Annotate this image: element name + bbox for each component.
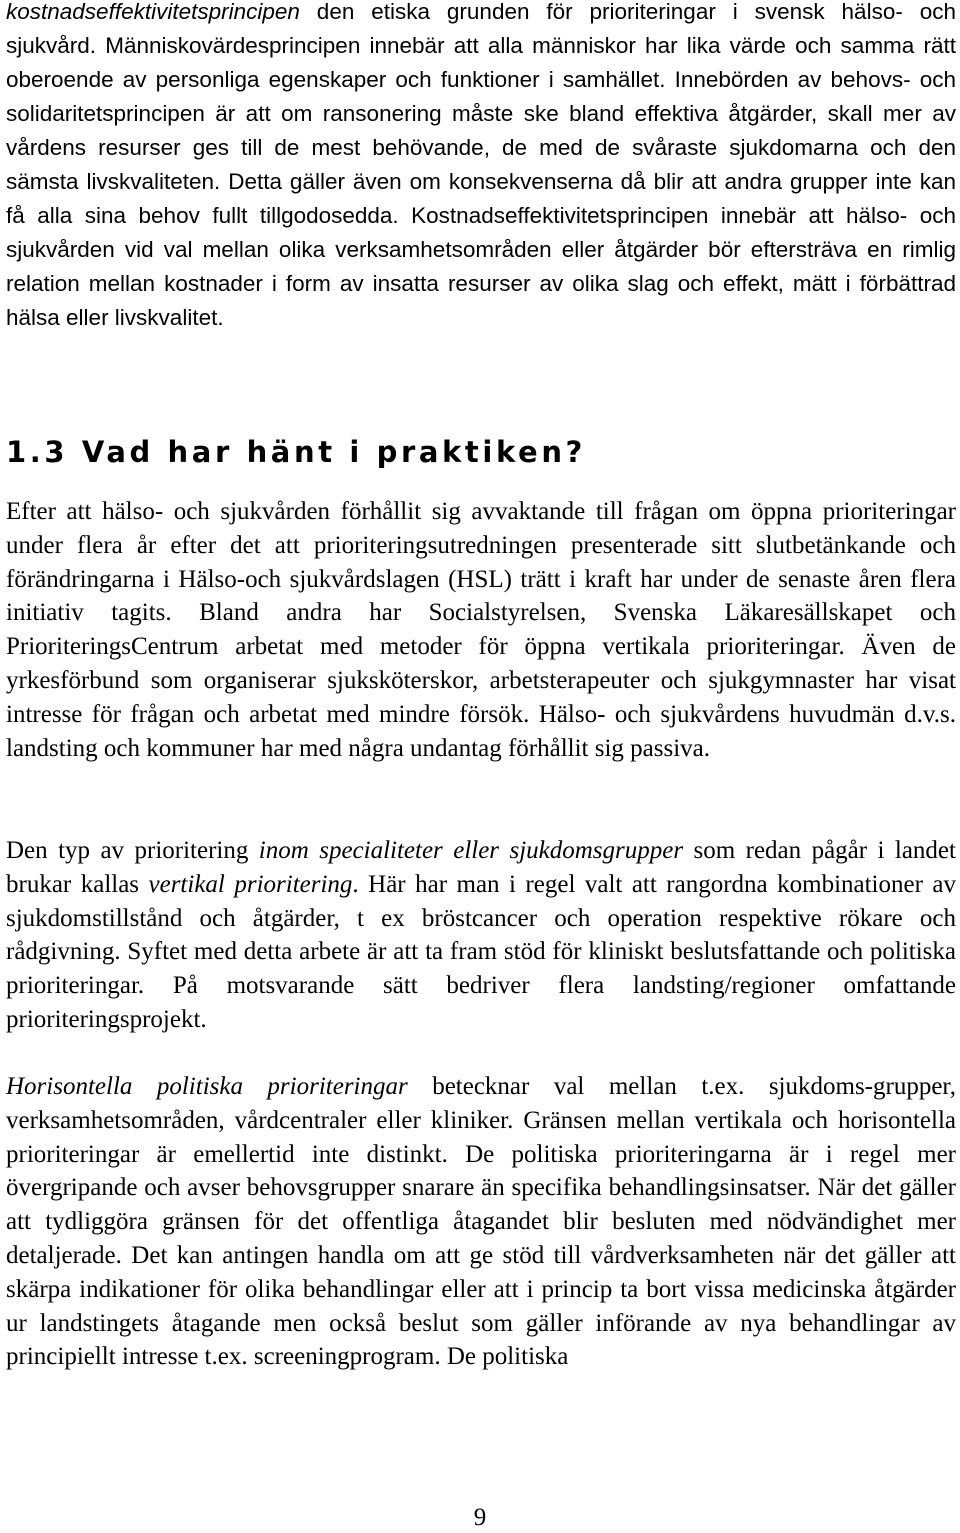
italic-term: Horisontella politiska prioriteringar <box>6 1073 408 1100</box>
body-paragraph-vertical <box>6 834 956 1037</box>
paragraph-text: Den typ av prioritering <box>6 837 259 864</box>
paragraph-text: . Här har man i regel valt att rangordna kombinationer av sjukdomstillstånd och åtgärder, t ex bröstcancer och operation respektive rökare och rådgivning. Syftet med detta arbete är att ta fram stöd för kliniskt beslutsfattande och politiska prioriteringar. På motsvarande sätt bedriver flera landsting/regioner omfattande prioriteringsprojekt. <box>6 870 956 1033</box>
body-paragraph-practice: Efter att hälso- och sjukvården förhållit sig avvaktande till frågan om öppna prioriteringar under flera år efter det att prioriteringsutredningen presenterade sitt slutbetänkande och förändringarna i Hälso-och sjukvårdslagen (HSL) trätt i kraft har under de senaste åren flera initiativ tagits. Bland andra har Socialstyrelsen, Svenska Läkaresällskapet och PrioriteringsCentrum arbetat med metoder för öppna vertikala prioriteringar. Även de yrkesförbund som organiserar sjuksköterskor, arbetsterapeuter och sjukgymnaster har visat intresse för frågan och arbetat med mindre försök. Hälso- och sjukvårdens huvudmän d.v.s. landsting och kommuner har med några undantag förhållit sig passiva. <box>6 498 956 762</box>
italic-term: inom specialiteter eller sjukdomsgrupper <box>258 837 684 864</box>
page-number: 9 <box>473 1504 487 1531</box>
body-paragraph-horizontal <box>6 1070 956 1374</box>
section-heading: 1.3 Vad har hänt i praktiken? <box>6 435 586 469</box>
paragraph-text: den etiska grunden för prioriteringar i svensk hälso- och sjukvård. Människovärdesprincipen innebär att alla människor har lika värde och samma rätt oberoende av personliga egenskaper och funktioner i samhället. Innebörden av behovs- och solidaritetsprincipen är att om ransonering måste ske bland effektiva åtgärder, skall mer av vårdens resurser ges till de mest behövande, de med de svåraste sjukdomarna och den sämsta livskvaliteten. Detta gäller även om konsekvenserna då blir att andra grupper inte kan få alla sina behov fullt tillgodosedda. Kostnadseffektivitetsprincipen innebär att hälso- och sjukvården vid val mellan olika verksamhetsområden eller åtgärder bör eftersträva en rimlig relation mellan kostnader i form av insatta resurser av olika slag och effekt, mätt i förbättrad hälsa eller livskvalitet. <box>6 0 956 330</box>
body-paragraph-principles <box>6 0 956 335</box>
italic-term: kostnadseffektivitetsprincipen <box>6 0 300 24</box>
paragraph-text: betecknar val mellan t.ex. sjukdoms-grupper, verksamhetsområden, vårdcentraler eller kliniker. Gränsen mellan vertikala och horisontella prioriteringar är emellertid inte distinkt. De politiska prioriteringarna är i regel mer övergripande och avser behovsgrupper snarare än specifika behandlingsinsatser. När det gäller att tydliggöra gränsen för det offentliga åtagandet blir besluten med nödvändighet mer detaljerade. Det kan antingen handla om att ge stöd till vårdverksamheten när det gäller att skärpa indikationer för olika behandlingar eller att i princip ta bort vissa medicinska åtgärder ur landstingets åtagande men också beslut som gäller införande av nya behandlingar av principiellt intresse t.ex. screeningprogram. De politiska <box>6 1073 956 1371</box>
paragraph-text: som redan pågår i landet brukar kallas <box>6 837 956 898</box>
italic-term: vertikal prioritering <box>148 870 353 898</box>
